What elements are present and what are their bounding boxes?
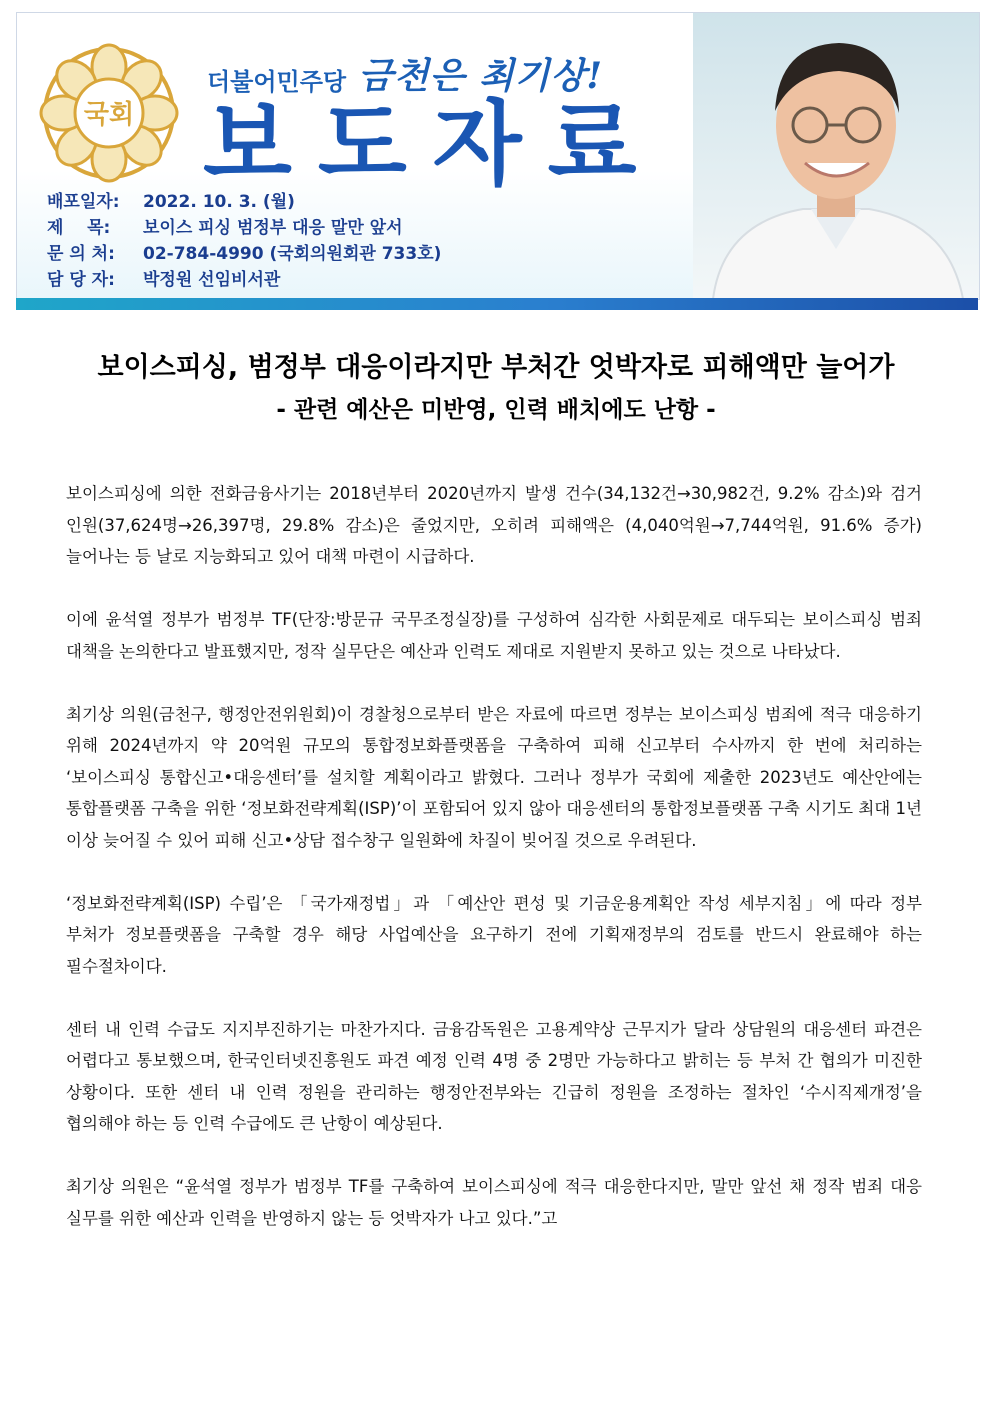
party-name: 더불어민주당 bbox=[207, 68, 347, 96]
slogan-text: 금천은 최기상! bbox=[358, 55, 604, 97]
header-divider-bar bbox=[16, 298, 978, 310]
headline: 보이스피싱, 범정부 대응이라지만 부처간 엇박자로 피해액만 늘어가 bbox=[97, 352, 895, 383]
paragraph: ‘정보화전략계획(ISP) 수립’은 「국가재정법」과 「예산안 편성 및 기금운용계획안 작성 세부지침」에 따라 정부 부처가 정보플랫폼을 구축할 경우 해당 사업예산을 요구하기 전에 기획재정부의 검토를 반드시 완료해야 하는 필수절차이다. bbox=[66, 893, 922, 976]
meta-value: 2022. 10. 3. (월) bbox=[143, 192, 295, 212]
paragraph: 최기상 의원(금천구, 행정안전위원회)이 경찰청으로부터 받은 자료에 따르면 정부는 보이스피싱 범죄에 적극 대응하기 위해 2024년까지 약 20억원 규모의 통합정보화플랫폼을 구축하여 피해 신고부터 수사까지 한 번에 처리하는 ‘보이스피싱 통합신고•대응센터’를 설치할 계획이라고 밝혔다. 그러나 정부가 국회에 제출한 2023년도 예산안에는 통합플랫폼 구축을 위한 ‘정보화전략계획(ISP)’이 포함되어 있지 않아 대응센터의 통합정보플랫폼 구축 시기도 최대 1년 이상 늦어질 수 있어 피해 신고•상담 접수창구 일원화에 차질이 빚어질 것으로 우려된다. bbox=[66, 704, 922, 850]
meta-value: 02-784-4990 (국회의원회관 733호) bbox=[143, 244, 442, 264]
press-release-title: 보도자료 bbox=[203, 91, 663, 198]
meta-label: 제 목: bbox=[47, 218, 111, 238]
meta-label: 문 의 처: bbox=[47, 244, 115, 264]
article-body bbox=[66, 478, 922, 1266]
meta-value: 보이스 피싱 범정부 대응 말만 앞서 bbox=[143, 218, 403, 238]
subheadline: - 관련 예산은 미반영, 인력 배치에도 난항 - bbox=[276, 397, 716, 423]
paragraph: 센터 내 인력 수급도 지지부진하기는 마찬가지다. 금융감독원은 고용계약상 근무지가 달라 상담원의 대응센터 파견은 어렵다고 통보했으며, 한국인터넷진흥원도 파견 예정 인력 4명 중 2명만 가능하다고 밝히는 등 부처 간 협의가 미진한 상황이다. 또한 센터 내 인력 정원을 관리하는 행정안전부와는 긴급히 정원을 조정하는 절차인 ‘수시직제개정’을 협의해야 하는 등 인력 수급에도 큰 난항이 예상된다. bbox=[66, 1019, 922, 1133]
header-banner bbox=[16, 12, 980, 300]
paragraph: 이에 윤석열 정부가 범정부 TF(단장:방문규 국무조정실장)를 구성하여 심각한 사회문제로 대두되는 보이스피싱 범죄 대책을 논의한다고 발표했지만, 정작 실무단은 예산과 인력도 제대로 지원받지 못하고 있는 것으로 나타났다. bbox=[66, 610, 922, 661]
meta-row-contact bbox=[47, 241, 687, 267]
meta-row-subject bbox=[47, 215, 687, 241]
lawmaker-portrait-icon bbox=[693, 13, 979, 299]
meta-label: 배포일자: bbox=[47, 192, 120, 212]
meta-row-staff bbox=[47, 267, 687, 293]
meta-value: 박정원 선임비서관 bbox=[143, 270, 281, 290]
release-meta bbox=[47, 189, 687, 293]
seal-text: 국회 bbox=[83, 100, 135, 130]
paragraph: 보이스피싱에 의한 전화금융사기는 2018년부터 2020년까지 발생 건수(34,132건→30,982건, 9.2% 감소)와 검거 인원(37,624명→26,397명, 29.8% 감소)은 줄었지만, 오히려 피해액은 (4,040억원→7,744억원, 91.6% 증가) 늘어나는 등 날로 지능화되고 있어 대책 마련이 시급하다. bbox=[66, 484, 922, 566]
meta-row-date bbox=[47, 189, 687, 215]
meta-label: 담 당 자: bbox=[47, 270, 115, 290]
paragraph: 최기상 의원은 “윤석열 정부가 범정부 TF를 구축하여 보이스피싱에 적극 대응한다지만, 말만 앞선 채 정작 범죄 대응 실무를 위한 예산과 인력을 반영하지 않는 등 엇박자가 나고 있다.”고 bbox=[66, 1177, 922, 1228]
national-assembly-seal-icon bbox=[37, 41, 181, 185]
slogan-line bbox=[207, 49, 603, 97]
